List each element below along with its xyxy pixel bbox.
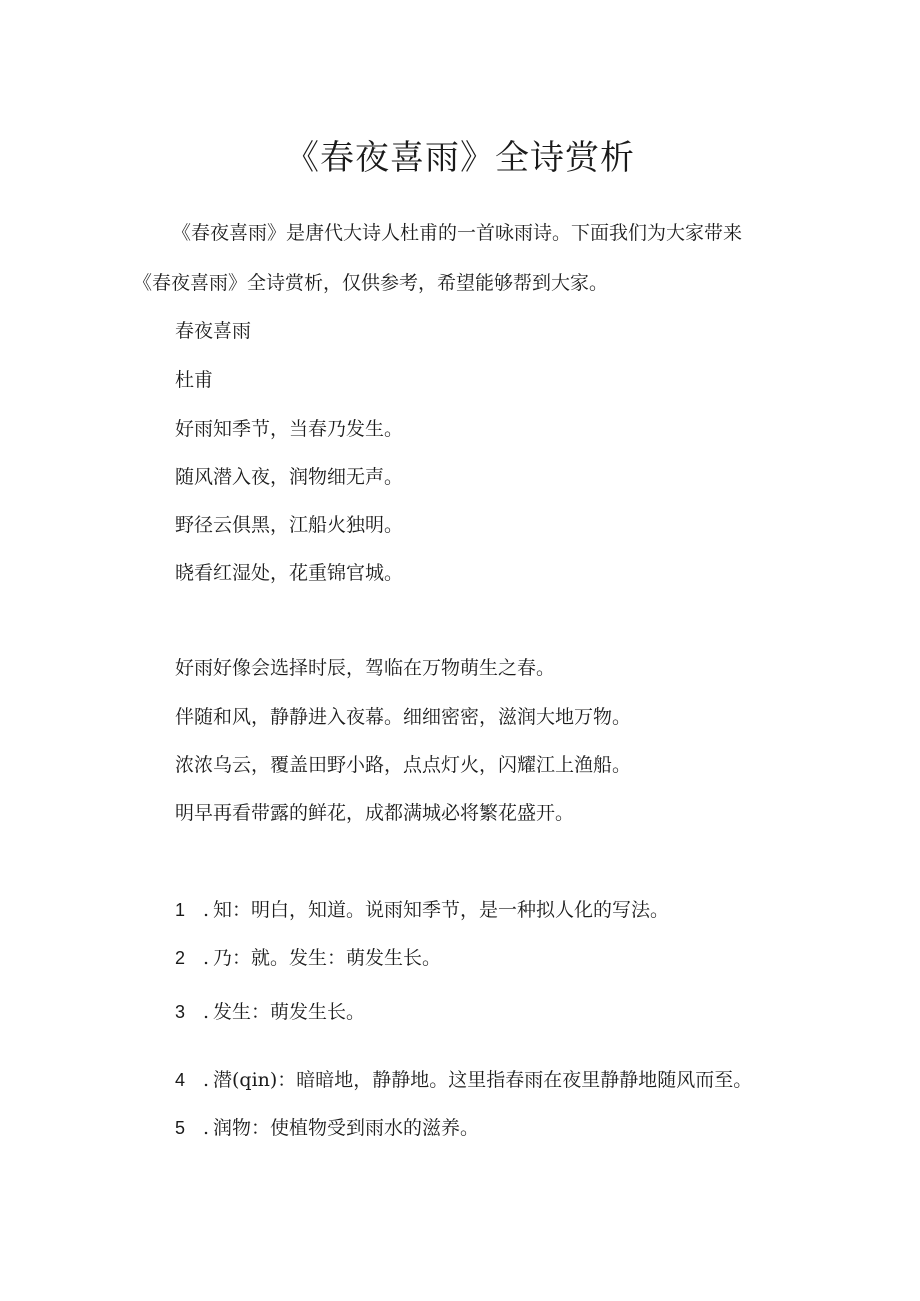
document-title: 《春夜喜雨》全诗赏析 bbox=[285, 138, 635, 178]
note-item bbox=[175, 1114, 479, 1142]
note-separator: . bbox=[203, 1069, 210, 1091]
note-text: 知：明白，知道。说雨知季节，是一种拟人化的写法。 bbox=[213, 899, 670, 921]
translation-line: 浓浓乌云，覆盖田野小路，点点灯火，闪耀江上渔船。 bbox=[175, 754, 632, 776]
note-separator: . bbox=[203, 1117, 210, 1139]
note-separator: . bbox=[203, 899, 210, 921]
translation-line: 伴随和风，静静进入夜幕。细细密密，滋润大地万物。 bbox=[175, 706, 632, 728]
translation-line: 明早再看带露的鲜花，成都满城必将繁花盛开。 bbox=[175, 802, 575, 824]
poem-line: 晓看红湿处，花重锦官城。 bbox=[175, 562, 404, 584]
note-item bbox=[175, 1066, 752, 1094]
note-separator: . bbox=[203, 947, 210, 969]
poem-title: 春夜喜雨 bbox=[175, 320, 252, 342]
note-number: 2 bbox=[175, 948, 186, 968]
translation-line: 好雨好像会选择时辰，驾临在万物萌生之春。 bbox=[175, 657, 556, 679]
note-number: 4 bbox=[175, 1070, 186, 1090]
note-text: 发生：萌发生长。 bbox=[213, 1001, 366, 1023]
poem-line: 随风潜入夜，润物细无声。 bbox=[175, 466, 404, 488]
note-text: 乃：就。发生：萌发生长。 bbox=[213, 947, 442, 969]
poem-line: 野径云俱黑，江船火独明。 bbox=[175, 514, 404, 536]
note-item bbox=[175, 944, 441, 972]
note-number: 5 bbox=[175, 1118, 186, 1138]
intro-paragraph-line-2: 《春夜喜雨》全诗赏析，仅供参考，希望能够帮到大家。 bbox=[133, 272, 609, 294]
note-text: 润物：使植物受到雨水的滋养。 bbox=[213, 1117, 480, 1139]
note-item bbox=[175, 896, 669, 924]
note-text: 潜(qin)：暗暗地，静静地。这里指春雨在夜里静静地随风而至。 bbox=[213, 1069, 753, 1091]
note-item bbox=[175, 998, 365, 1026]
intro-paragraph-line-1: 《春夜喜雨》是唐代大诗人杜甫的一首咏雨诗。下面我们为大家带来 bbox=[172, 222, 743, 244]
note-number: 3 bbox=[175, 1002, 186, 1022]
poem-line: 好雨知季节，当春乃发生。 bbox=[175, 418, 404, 440]
note-separator: . bbox=[203, 1001, 210, 1023]
note-number: 1 bbox=[175, 900, 186, 920]
poem-author: 杜甫 bbox=[175, 369, 214, 391]
